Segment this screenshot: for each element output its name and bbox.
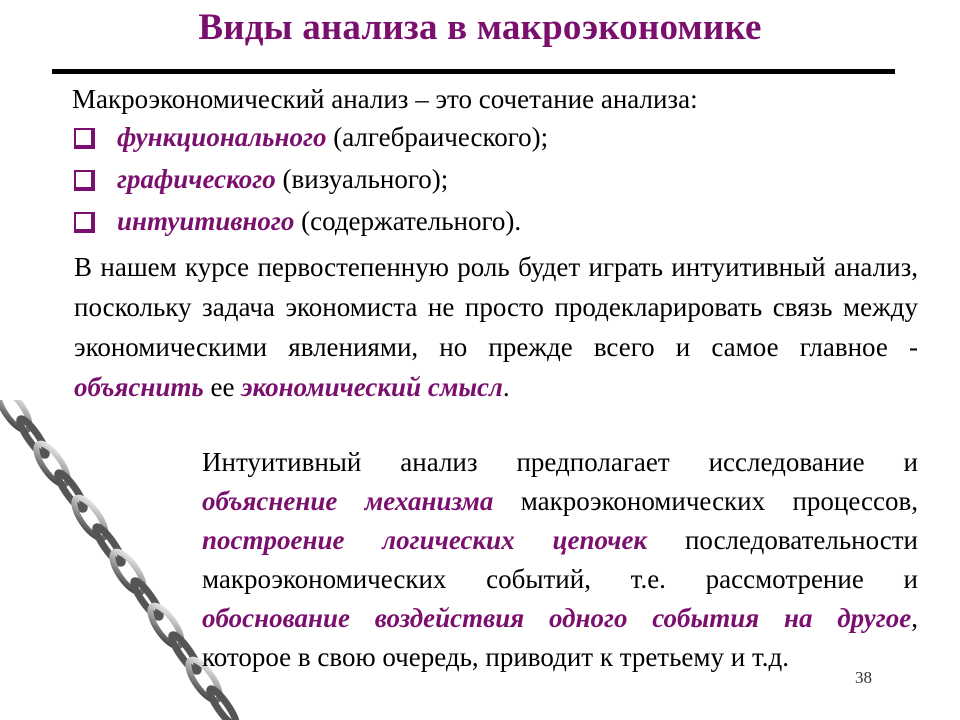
chain-link bbox=[92, 524, 125, 566]
list-item bbox=[72, 164, 548, 206]
page-number: 38 bbox=[855, 668, 872, 687]
list-item bbox=[72, 206, 548, 248]
course-paragraph: В нашем курсе первостепенную роль будет играть интуитивный анализ, поскольку задача экономиста не просто продекларировать связь между экономическими явлениями, но прежде всего и самое главное - объяснить ее экономический смысл. bbox=[74, 252, 918, 402]
chain-link bbox=[168, 632, 201, 674]
chain-link bbox=[130, 578, 163, 620]
intro-text: Макроэкономический анализ – это сочетание анализа: bbox=[72, 84, 698, 114]
list-item-text: функционального (алгебраического); bbox=[117, 122, 549, 152]
title-underline bbox=[52, 69, 895, 74]
list-item-text: графического (визуального); bbox=[117, 164, 449, 194]
intuitive-analysis-paragraph: Интуитивный анализ предполагает исследование и объяснение механизма макроэкономических процессов, построение логических цепочек последовательности макроэкономических событий, т.е. рассмотрение и обоснование воздействия одного события на другое, которое в свою очередь, приводит к третьему и т.д. bbox=[202, 447, 918, 672]
list-item bbox=[72, 122, 548, 164]
list-item-text: интуитивного (содержательного). bbox=[117, 206, 522, 236]
chain-link bbox=[16, 416, 49, 458]
square-bullet-icon bbox=[74, 128, 95, 149]
analysis-types-list bbox=[72, 122, 548, 248]
slide-title: Виды анализа в макроэкономике bbox=[198, 7, 762, 48]
square-bullet-icon bbox=[74, 170, 95, 191]
chain-link bbox=[54, 470, 87, 512]
chain-link bbox=[206, 686, 239, 720]
square-bullet-icon bbox=[74, 212, 95, 233]
